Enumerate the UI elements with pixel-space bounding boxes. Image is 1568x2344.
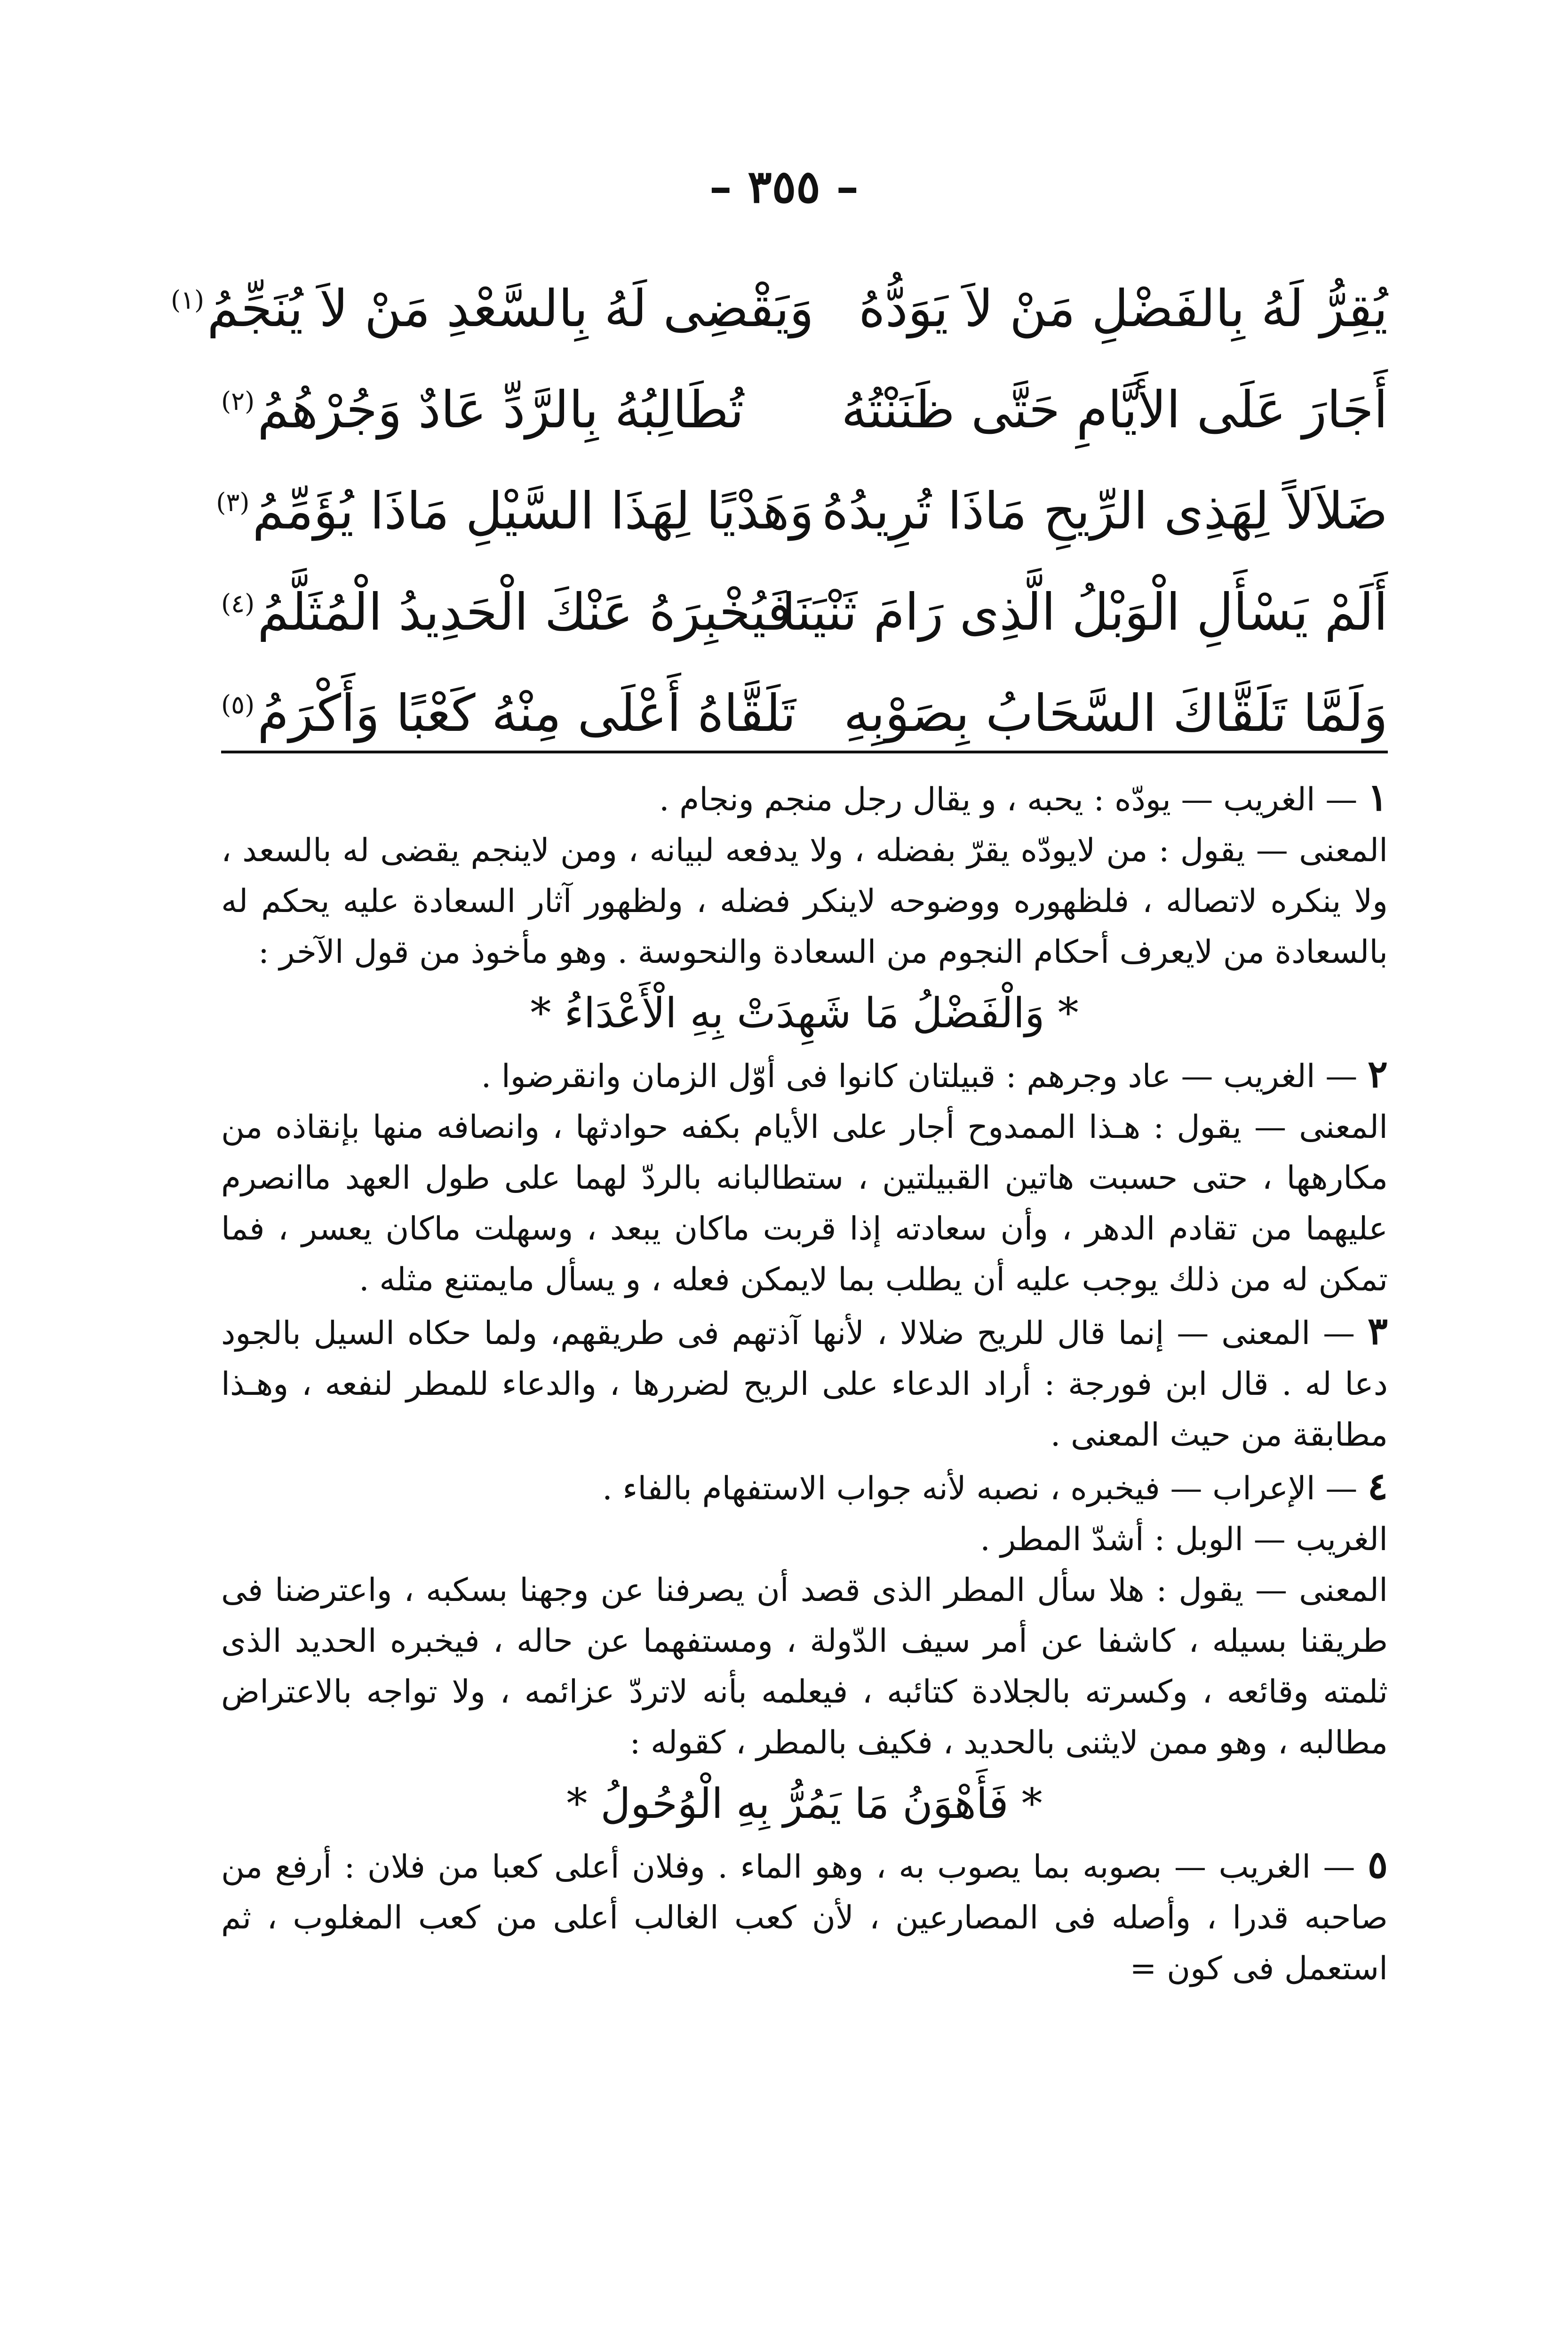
verse-3-number: (٣) <box>216 488 250 517</box>
verse-3-second-hemistich-text: وَهَدْيًا لِهَذَا السَّيْلِ مَاذَا يُؤَمِّمُ <box>252 482 814 541</box>
verse-3-first-hemistich: ضَلاَلاً لِهَذِى الرِّيحِ مَاذَا تُرِيدُهُ <box>821 482 1388 541</box>
note-text: — الإعراب — فيخبره ، نصبه لأنه جواب الاستفهام بالفاء . <box>602 1470 1368 1507</box>
verse-1-second-hemistich <box>170 249 814 360</box>
verse-1-number: (١) <box>170 285 205 315</box>
verse-5-second-hemistich <box>221 654 814 764</box>
note-3-meaning <box>221 1305 1388 1461</box>
verse-1 <box>170 249 1388 351</box>
verse-3 <box>216 452 1388 553</box>
note-4-gharib <box>221 1514 1388 1565</box>
note-1-meaning <box>221 825 1388 978</box>
verse-5-second-hemistich-text: تَلَقَّاهُ أَعْلَى مِنْهُ كَعْبًا وَأَكْرَمُ <box>257 684 796 743</box>
verse-1-first-hemistich: يُقِرُّ لَهُ بِالفَضْلِ مَنْ لاَ يَوَدُّهُ <box>859 280 1388 338</box>
note-4-quote: * فَأَهْوَنُ مَا يَمُرُّ بِهِ الْوُحُولُ * <box>566 1779 1043 1828</box>
poem <box>170 249 1388 755</box>
verse-2-first-hemistich: أَجَارَ عَلَى الأَيَّامِ حَتَّى ظَنَنْتُهُ <box>841 381 1388 440</box>
verse-4-second-hemistich-text: فَيُخْبِرَهُ عَنْكَ الْحَدِيدُ الْمُثَلَّمُ <box>257 583 792 642</box>
note-1-quote: * وَالْفَضْلُ مَا شَهِدَتْ بِهِ الْأَعْدَاءُ * <box>530 989 1079 1037</box>
note-4-irab <box>221 1461 1388 1514</box>
verse-2 <box>221 351 1388 452</box>
verse-2-number: (٢) <box>221 386 255 416</box>
note-number: ٤ <box>1368 1464 1388 1508</box>
divider-rule <box>221 751 1388 753</box>
note-2-gharib <box>221 1048 1388 1102</box>
note-number: ٢ <box>1368 1052 1388 1096</box>
verse-4-second-hemistich <box>221 553 814 663</box>
note-4-meaning <box>221 1565 1388 1768</box>
verse-5-first-hemistich: وَلَمَّا تَلَقَّاكَ السَّحَابُ بِصَوْبِهِ <box>844 684 1388 743</box>
note-text: — الغريب — يودّه : يحبه ، و يقال رجل منجم ونجام . <box>659 781 1368 818</box>
verse-5 <box>221 654 1388 755</box>
note-5-gharib <box>221 1839 1388 1994</box>
commentary <box>221 772 1388 1994</box>
note-text: — المعنى — إنما قال للريح ضلالا ، لأنها آذتهم فى طريقهم، ولما حكاه السيل بالجود دعا له . قال ابن فورجة : أراد الدعاء على الريح لضررها ، والدعاء للمطر لنفعه ، وهـذا مطابقة من حيث المعنى . <box>221 1315 1388 1454</box>
verse-1-second-hemistich-text: وَيَقْضِى لَهُ بِالسَّعْدِ مَنْ لاَ يُنَجِّمُ <box>207 280 814 338</box>
verse-4 <box>221 553 1388 654</box>
note-2-meaning <box>221 1102 1388 1305</box>
note-number: ٣ <box>1368 1309 1388 1353</box>
verse-4-first-hemistich: أَلَمْ يَسْأَلِ الْوَبْلُ الَّذِى رَامَ ثَنْيَنَا <box>781 583 1388 642</box>
note-text: الغريب — الوبل : أشدّ المطر . <box>980 1521 1388 1558</box>
note-1-gharib <box>221 772 1388 825</box>
verse-2-second-hemistich-text: تُطَالِبُهُ بِالرَّدِّ عَادٌ وَجُرْهُمُ <box>257 381 744 440</box>
note-number: ١ <box>1368 775 1388 819</box>
verse-5-number: (٥) <box>221 690 255 720</box>
note-text: المعنى — يقول : من لايودّه يقرّ بفضله ، ولا يدفعه لبيانه ، ومن لاينجم يقضى له بالسعد ، ولا ينكره لاتصاله ، فلظهوره ووضوحه لاينكر فضله ، ولظهور آثار السعادة عليه يحكم له بالسعادة من لايعرف أحكام النجوم من السعادة والنحوسة . وهو مأخوذ من قول الآخر : <box>221 832 1388 971</box>
verse-3-second-hemistich <box>216 452 814 562</box>
verse-2-second-hemistich <box>221 351 814 461</box>
note-text: المعنى — يقول : هـذا الممدوح أجار على الأيام بكفه حوادثها ، وانصافه منها بإنقاذه من مكارهها ، حتى حسبت هاتين القبيلتين ، ستطالبانه بالردّ لهما على طول العهد ماانصرم عليهما من تقادم الدهر ، وأن سعادته إذا قربت ماكان يبعد ، وسهلت ماكان يعسر ، فما تمكن له من ذلك يوجب عليه أن يطلب بما لايمكن فعله ، و يسأل مايمتنع مثله . <box>221 1109 1388 1298</box>
note-text: — الغريب — عاد وجرهم : قبيلتان كانوا فى أوّل الزمان وانقرضوا . <box>481 1058 1368 1095</box>
note-text: — الغريب — بصوبه بما يصوب به ، وهو الماء . وفلان أعلى كعبا من فلان : أرفع من صاحبه قدرا ، وأصله فى المصارعين ، لأن كعب الغالب أعلى من كعب المغلوب ، ثم استعمل فى كون = <box>221 1848 1388 1987</box>
page-number: – ٣٥٥ – <box>709 160 859 213</box>
note-text: المعنى — يقول : هلا سأل المطر الذى قصد أن يصرفنا عن وجهنا بسكبه ، واعترضنا فى طريقنا بسيله ، كاشفا عن أمر سيف الدّولة ، ومستفهما عن حاله ، فيخبره الحديد الذى ثلمته وقائعه ، وكسرته بالجلادة كتائبه ، فيعلمه بأنه لاتردّ عزائمه ، ولا تواجه بالاعتراض مطالبه ، وهو ممن لايثنى بالحديد ، فكيف بالمطر ، كقوله : <box>221 1572 1388 1761</box>
verse-4-number: (٤) <box>221 589 255 618</box>
note-number: ٥ <box>1368 1842 1388 1887</box>
